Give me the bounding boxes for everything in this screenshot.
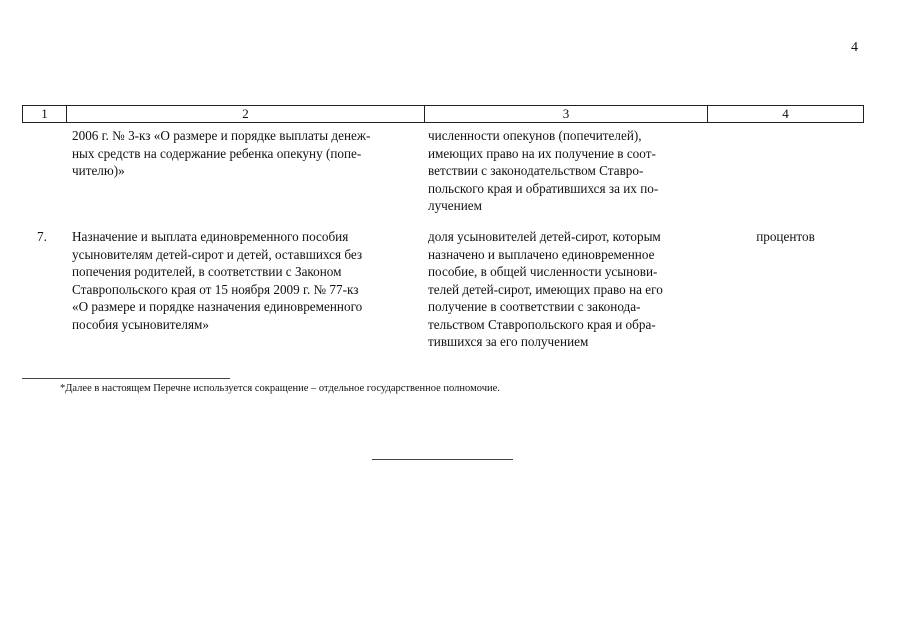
- text-line: лучением: [428, 198, 482, 213]
- text-line: чителю)»: [72, 163, 125, 178]
- text-line: «О размере и порядке назначения единовременного: [72, 299, 363, 314]
- text-line: Ставропольского края от 15 ноября 2009 г. № 77-кз: [72, 281, 359, 297]
- text-line: численности опекунов (попечителей),: [428, 128, 642, 143]
- text-line: пособия усыновителям»: [72, 316, 210, 332]
- row-7-unit: процентов: [756, 229, 815, 244]
- text-line: пособие, в общей численности усынови-: [428, 264, 658, 279]
- page-number: 4: [851, 40, 858, 55]
- text-line: тельством Ставропольского края и обра-: [428, 316, 656, 332]
- text-line: польского края и обратившихся за их по-: [428, 180, 659, 196]
- row-continued-indicator: [428, 127, 701, 215]
- text-line: усыновителям детей-сирот и детей, оставшихся без: [72, 246, 363, 262]
- text-line: назначено и выплачено единовременное: [428, 246, 655, 262]
- text-line: ных средств на содержание ребенка опекуну (попе-: [72, 145, 362, 161]
- row-7-indicator: [428, 228, 701, 351]
- end-rule: [372, 459, 513, 460]
- text-line: тившихся за его получением: [428, 334, 589, 349]
- row-continued-description: [72, 127, 418, 180]
- table-header-row: [22, 105, 864, 123]
- text-line: телей детей-сирот, имеющих право на его: [428, 281, 663, 297]
- column-header-4: 4: [782, 106, 789, 121]
- text-line: попечения родителей, в соответствии с Законом: [72, 264, 342, 279]
- footnote-rule: [22, 378, 230, 379]
- row-7-description: [72, 228, 418, 333]
- text-line: доля усыновителей детей-сирот, которым: [428, 229, 661, 244]
- text-line: получение в соответствии с законода-: [428, 299, 641, 314]
- footnote: *Далее в настоящем Перечне используется сокращение – отдельное государственное полномочие.: [60, 383, 500, 394]
- column-header-3: 3: [425, 106, 708, 122]
- column-header-1: 1: [23, 106, 67, 122]
- text-line: Назначение и выплата единовременного пособия: [72, 229, 349, 244]
- row-7-number: 7.: [37, 229, 47, 244]
- text-line: ветствии с законодательством Ставро-: [428, 163, 644, 178]
- text-line: 2006 г. № 3-кз «О размере и порядке выплаты денеж-: [72, 128, 371, 143]
- column-header-2: 2: [67, 106, 425, 122]
- text-line: имеющих право на их получение в соот-: [428, 145, 656, 161]
